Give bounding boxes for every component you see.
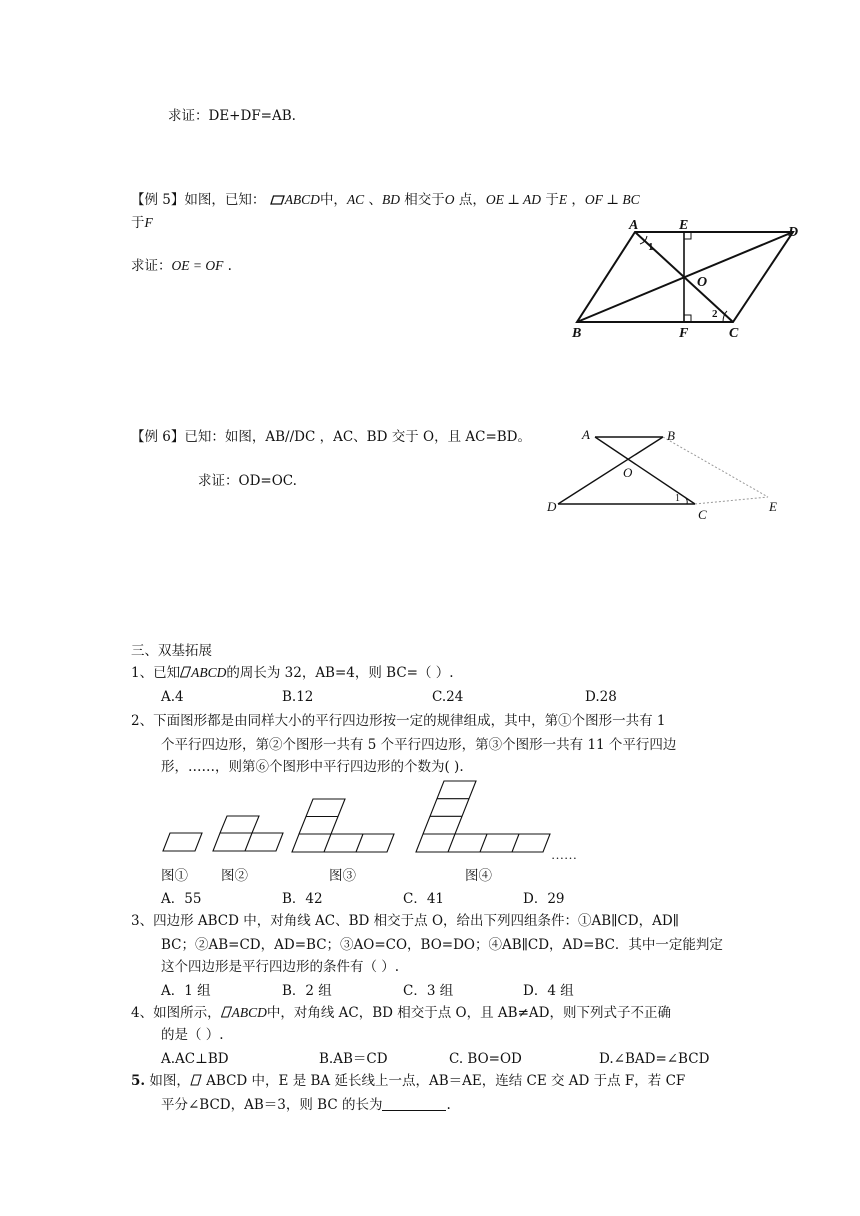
- q2-fig-label-3: 图③: [329, 868, 356, 884]
- section-title: 三、双基拓展: [131, 643, 212, 659]
- parallelogram-icon: [190, 1072, 202, 1084]
- q3-line1-text: 四边形 ABCD 中，对角线 AC、BD 相交于点 O，给出下列四组条件：①AB∥CD，AD∥: [153, 913, 679, 929]
- example5-sep1: 、: [368, 192, 382, 208]
- q2-num: 2、: [131, 713, 154, 729]
- q2-line2: 个平行四边形，第②个图形一共有 5 个平行四边形，第③个图形一共有 11 个平行四边: [161, 737, 677, 753]
- q2-line1-text: 下面图形都是由同样大小的平行四边形按一定的规律组成，其中，第①个图形一共有 1: [153, 713, 666, 729]
- dotted-ce: [695, 497, 768, 504]
- example6-label: 【例 6】: [131, 429, 185, 445]
- q1-abcd: ABCD: [191, 665, 227, 680]
- fig6-label-c: C: [698, 507, 707, 522]
- q2-fig-label-4: 图④: [465, 868, 492, 884]
- q1-post: 的周长为 32，AB=4，则 BC=（ ）.: [226, 665, 454, 681]
- q2-pattern-figure: [155, 778, 615, 862]
- pattern-2: [213, 816, 283, 851]
- q4-option-b: B.AB＝CD: [319, 1051, 388, 1067]
- q4-abcd: ABCD: [231, 1005, 267, 1020]
- dotted-be: [663, 437, 768, 497]
- q2-option-d: D．29: [523, 891, 565, 907]
- q1-option-d: D.28: [585, 689, 617, 705]
- q2-option-b: B．42: [282, 891, 323, 907]
- q2-line1: [131, 711, 665, 731]
- fig6-label-a: A: [582, 427, 590, 442]
- example5-abcd: ABCD: [284, 192, 320, 207]
- q1-option-b: B.12: [282, 689, 314, 705]
- q4-line1-pre: 如图所示，: [153, 1005, 221, 1021]
- example5-text-point: 点，: [458, 192, 486, 208]
- q5-line2: [161, 1095, 451, 1115]
- q3-option-b: B．2 组: [282, 983, 332, 999]
- q2-line3: 形，……，则第⑥个图形中平行四边形的个数为( ).: [161, 759, 464, 775]
- example5-seg1: AC: [346, 192, 365, 207]
- q3-line3: 这个四边形是平行四边形的条件有（ ）.: [161, 959, 400, 975]
- q1-option-a: A.4: [161, 689, 184, 705]
- pattern-3: [292, 799, 394, 852]
- right-angle-f: [684, 315, 691, 322]
- fig5-label-c: C: [729, 326, 739, 341]
- q4-line2: 的是（ ）.: [161, 1027, 224, 1043]
- q2-fig-label-2: 图②: [221, 868, 248, 884]
- q2-fig-label-1: 图①: [161, 868, 188, 884]
- q4-option-c: C. BO=OD: [449, 1051, 522, 1067]
- example5-prove-suffix: .: [227, 258, 232, 274]
- fig6-label-d: D: [547, 499, 557, 514]
- fig6-label-o: O: [623, 465, 633, 480]
- example5-line2: [131, 213, 153, 233]
- parallelogram-icon: [180, 664, 191, 676]
- example5-line2-prefix: 于: [131, 215, 145, 231]
- example5-prove: [131, 256, 232, 276]
- example6-line1: [131, 427, 531, 447]
- q5-line1-pre: 如图，: [145, 1073, 190, 1089]
- q5-line2-post: .: [446, 1097, 451, 1113]
- q5-line1: [131, 1071, 685, 1091]
- q3-line2: BC；②AB=CD，AD=BC；③AO=CO，BO=DO；④AB∥CD，AD=BC．其中一定能判定: [161, 937, 723, 953]
- diagonal-bd: [577, 232, 793, 322]
- example5-line1-mid: 中，: [319, 192, 347, 208]
- example5-point-f: F: [144, 215, 153, 230]
- q4-option-d: D.∠BAD=∠BCD: [599, 1051, 710, 1067]
- pattern-1: [163, 833, 202, 851]
- q2-option-c: C．41: [403, 891, 445, 907]
- fig6-angle-1: 1: [675, 493, 680, 504]
- example5-line1: [131, 190, 640, 210]
- q1-pre: 已知: [153, 665, 181, 681]
- fig5-label-b: B: [572, 326, 582, 341]
- example6-text: 已知：如图，AB//DC ，AC、BD 交于 O，且 AC=BD。: [184, 429, 532, 445]
- example5-point-e: E: [558, 192, 568, 207]
- example5-prove-expr: OE = OF: [171, 258, 224, 273]
- q1-line: [131, 663, 454, 683]
- fig5-label-o: O: [697, 275, 708, 290]
- example5-cond2: OF ⊥ BC: [584, 192, 640, 207]
- q3-option-d: D．4 组: [523, 983, 574, 999]
- q5-line2-pre: 平分∠BCD，AB＝3，则 BC 的长为: [161, 1097, 383, 1113]
- q4-line1-post: 中，对角线 AC，BD 相交于点 O，且 AB≠AD，则下列式子不正确: [266, 1005, 671, 1021]
- example5-prove-prefix: 求证：: [131, 258, 172, 274]
- q5-line1-post: ABCD 中，E 是 BA 延长线上一点，AB＝AE，连结 CE 交 AD 于点 F，若 CF: [201, 1073, 686, 1089]
- example6-prove: 求证：OD=OC.: [198, 473, 297, 489]
- fig5-label-a: A: [629, 218, 639, 233]
- example5-comma: ，: [571, 192, 585, 208]
- q4-num: 4、: [131, 1005, 154, 1021]
- fig5-label-d: D: [788, 225, 799, 240]
- q1-num: 1、: [131, 665, 154, 681]
- fig5-angle-2: 2: [712, 308, 718, 320]
- parallelogram-icon: [221, 1004, 232, 1016]
- q4-line1: [131, 1003, 671, 1023]
- q5-num: 5.: [131, 1073, 146, 1089]
- right-angle-e: [684, 232, 691, 239]
- example5-text-at: 于: [545, 192, 559, 208]
- example5-seg2: BD: [382, 192, 400, 207]
- fig5-angle-1: 1: [648, 241, 654, 253]
- q5-answer-blank[interactable]: [382, 1096, 446, 1111]
- fig5-label-f: F: [679, 326, 689, 341]
- q3-option-c: C．3 组: [403, 983, 454, 999]
- example5-point-o: O: [444, 192, 455, 207]
- pattern-4: [416, 781, 550, 852]
- example5-figure: [560, 218, 810, 343]
- q4-option-a: A.AC⊥BD: [161, 1051, 229, 1067]
- example5-intersect: 相交于: [404, 192, 445, 208]
- q2-option-a: A．55: [161, 891, 202, 907]
- q1-option-c: C.24: [432, 689, 464, 705]
- example5-line1-prefix: 如图，已知：: [184, 192, 266, 208]
- q3-line1: [131, 911, 679, 931]
- proof-line-top: 求证：DE+DF=AB.: [168, 108, 296, 124]
- pattern-ellipsis: ……: [551, 847, 577, 862]
- fig5-label-e: E: [679, 218, 689, 233]
- parallelogram-icon: [270, 191, 285, 201]
- fig6-label-e: E: [769, 499, 777, 514]
- q3-num: 3、: [131, 913, 154, 929]
- example5-label: 【例 5】: [131, 192, 185, 208]
- q3-option-a: A．1 组: [161, 983, 211, 999]
- example6-figure: [540, 425, 790, 525]
- example5-cond1: OE ⊥ AD: [485, 192, 542, 207]
- fig6-label-b: B: [667, 428, 675, 443]
